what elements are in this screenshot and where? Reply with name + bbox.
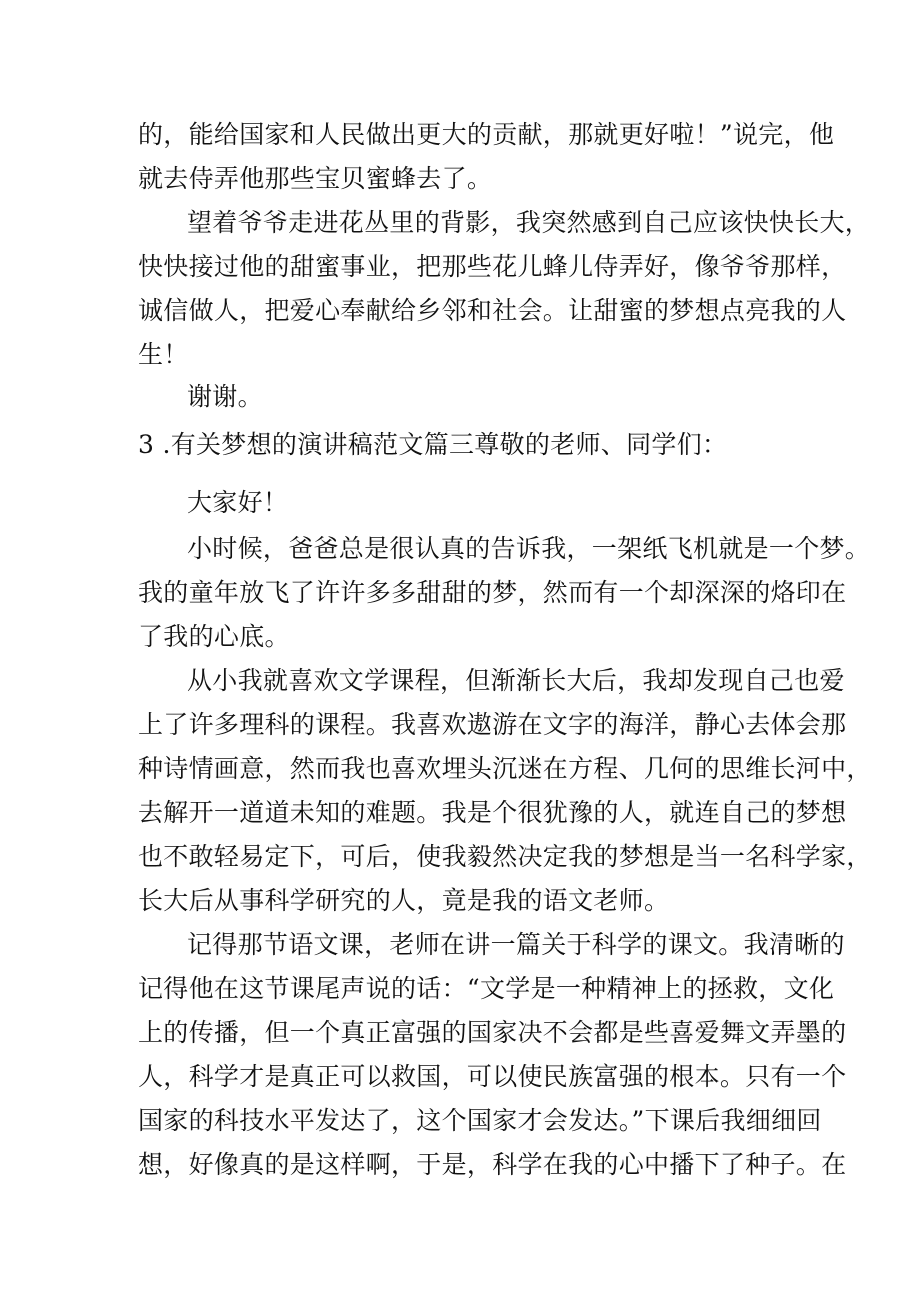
paragraph-line: 生！ — [138, 340, 189, 369]
paragraph-line: 诚信做人，把爱心奉献给乡邻和社会。让甜蜜的梦想点亮我的人 — [138, 296, 847, 325]
paragraph-line: 也不敢轻易定下，可后，使我毅然决定我的梦想是当一名科学家， — [138, 842, 872, 871]
paragraph-line: 望着爷爷走进花丛里的背影，我突然感到自己应该快快长大， — [187, 208, 871, 237]
section-heading: 3 .有关梦想的演讲稿范文篇三尊敬的老师、同学们： — [138, 430, 728, 459]
paragraph-line: 从小我就喜欢文学课程，但渐渐长大后，我却发现自己也爱 — [187, 666, 845, 695]
paragraph-line: 上了许多理科的课程。我喜欢遨游在文字的海洋，静心去体会那 — [138, 710, 847, 739]
paragraph-line: 国家的科技水平发达了，这个国家才会发达。”下课后我细细回 — [138, 1106, 822, 1135]
greeting-line: 大家好！ — [187, 488, 289, 517]
paragraph-line: 记得他在这节课尾声说的话：“文学是一种精神上的拯救，文化 — [138, 974, 835, 1003]
paragraph-line: 长大后从事科学研究的人，竟是我的语文老师。 — [138, 886, 670, 915]
paragraph-line: 小时候，爸爸总是很认真的告诉我，一架纸飞机就是一个梦。 — [187, 534, 871, 563]
paragraph-line: 我的童年放飞了许许多多甜甜的梦，然而有一个却深深的烙印在 — [138, 578, 847, 607]
paragraph-line: 记得那节语文课，老师在讲一篇关于科学的课文。我清晰的 — [187, 930, 845, 959]
paragraph-line: 就去侍弄他那些宝贝蜜蜂去了。 — [138, 164, 493, 193]
paragraph-line: 去解开一道道未知的难题。我是个很犹豫的人，就连自己的梦想 — [138, 798, 847, 827]
paragraph-line: 上的传播，但一个真正富强的国家决不会都是些喜爱舞文弄墨的 — [138, 1018, 847, 1047]
paragraph-line: 想，好像真的是这样啊，于是，科学在我的心中播下了种子。在 — [138, 1150, 847, 1179]
paragraph-line: 了我的心底。 — [138, 622, 290, 651]
paragraph-line: 快快接过他的甜蜜事业，把那些花儿蜂儿侍弄好，像爷爷那样， — [138, 252, 847, 281]
paragraph-line: 人，科学才是真正可以救国，可以使民族富强的根本。只有一个 — [138, 1062, 847, 1091]
paragraph-line: 种诗情画意，然而我也喜欢埋头沉迷在方程、几何的思维长河中， — [138, 754, 872, 783]
paragraph-line: 的，能给国家和人民做出更大的贡献，那就更好啦！”说完，他 — [138, 120, 835, 149]
closing-line: 谢谢。 — [187, 382, 263, 411]
